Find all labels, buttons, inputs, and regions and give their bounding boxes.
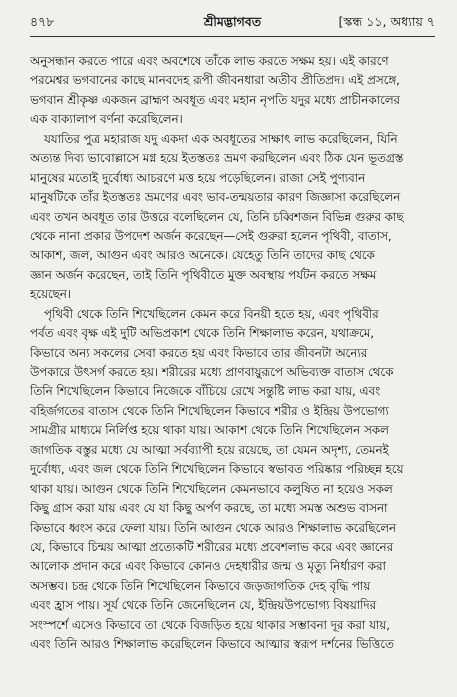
page-number: ৪৭৮ xyxy=(30,14,55,29)
text-line: ভগবান শ্রীকৃষ্ণ একজন ব্রাহ্মণ অবধূত এবং মহান নৃপতি যদুর মধ্যে প্রাচীনকালের xyxy=(30,92,401,107)
text-line: এবং হ্রাস পায়। সূর্য থেকে তিনি জেনেছিলেন যে, ইন্দ্রিয়উপভোগ্য বিষয়াদির xyxy=(30,598,377,613)
text-line: এবং তিনি আরও শিক্ষালাভ করেছিলেন কিভাবে আত্মার স্বরূপ দর্শনের ভিত্তিতে xyxy=(30,637,394,652)
text-line: পৃথিবী থেকে তিনি শিখেছিলেন কেমন করে বিনয়ী হতে হয়, এবং পৃথিবীর xyxy=(44,306,379,321)
text-line: হয়েছেন। xyxy=(30,287,72,302)
text-line: আলোক প্রদান করে এবং কিভাবে কোনও দেহধারীর জন্ম ও মৃত্যু নির্ধারণ করা xyxy=(30,559,386,574)
text-line: থাকা যায়। আগুন থেকে তিনি শিখেছিলেন কেমনভাবে কলুষিত না হয়েও সকল xyxy=(30,481,393,496)
book-title: শ্রীমদ্ভাগবত xyxy=(203,14,262,29)
text-line: অত্যন্ত দিব্য ভাবোল্লাসে মগ্ন হয়ে ইতস্ততঃ ভ্রমণ করছিলেন এবং ঠিক যেন ভূতগ্রস্ত xyxy=(30,151,404,166)
text-line: এক বাক্যালাপ বর্ণনা করেছিলেন। xyxy=(30,112,183,127)
text-line: পর্বত এবং বৃক্ষ এই দুটি অভিপ্রকাশ থেকে তিনি শিক্ষালাভ করেন, যথাক্রমে, xyxy=(30,326,375,341)
text-line: কিভাবে অন্য সকলের সেবা করতে হয় এবং কিভাবে তার জীবনটা অন্যের xyxy=(30,345,368,360)
text-line: সামগ্রীর মাধ্যমে নির্লিপ্ত হয়ে থাকা যায়। আকাশ থেকে তিনি শিখেছিলেন সকল xyxy=(30,423,389,438)
text-line: অসম্ভব। চন্দ্র থেকে তিনি শিখেছিলেন কিভাবে জড়জাগতিক দেহ বৃদ্ধি পায় xyxy=(30,578,371,593)
text-line: বহির্জগতের বাতাস থেকে তিনি শিখেছিলেন কিভাবে শরীর ও ইন্দ্রিয় উপভোগ্য xyxy=(30,403,389,418)
text-line: কিছু গ্রাস করা যায় এবং যে যা কিছু অর্পণ করছে, তা মধ্যে সমস্ত অশুভ বাসনা xyxy=(30,501,388,516)
text-line: জাগতিক বস্তুর মধ্যে যে আত্মা সর্বব্যাপী হয়ে রয়েছে, তা যেমন অদৃশ্য, তেমনই xyxy=(30,442,389,457)
text-line: কিভাবে ধ্বংস করে ফেলা যায়। তিনি আগুন থেকে আরও শিক্ষালাভ করেছিলেন xyxy=(30,520,397,535)
text-line: উপকারে উৎসর্গ করতে হয়। শরীরের মধ্যে প্রাণবায়ুরূপে অভিব্যক্ত বাতাস থেকে xyxy=(30,365,394,379)
text-line: মানুষটিকে তাঁর ইতস্ততঃ ভ্রমণের এবং ভাব-তন্ময়তার কারণ জিজ্ঞাসা করেছিলেন xyxy=(30,190,401,205)
header-rule xyxy=(30,36,435,37)
body-text xyxy=(30,52,435,655)
text-line: অনুসন্ধান করতে পারে এবং অবশেষে তাঁকে লাভ করতে সক্ষম হয়। এই কারণে xyxy=(30,54,389,68)
text-line: যে, কিভাবে চিন্ময় আত্মা প্রত্যেকটি শরীরের মধ্যে প্রবেশলাভ করে এবং জ্ঞানের xyxy=(30,539,394,554)
text-line: তিনি শিখেছিলেন কিভাবে নিজেকে বাঁচিয়ে রেখে সন্তুষ্টি লাভ করা যায়, এবং xyxy=(30,384,381,399)
text-line: সংস্পর্শে এসেও কিভাবে তা থেকে বিজড়িত হয়ে থাকার সম্ভাবনা দূর করা যায়, xyxy=(30,617,390,632)
running-header xyxy=(30,12,435,34)
text-line: দুর্বোধ্য, এবং জল থেকে তিনি শিখেছিলেন কিভাবে স্বভাবত পরিষ্কার পরিচ্ছন্ন হয়ে xyxy=(30,462,404,477)
text-line: এবং তখন অবধূত তার উত্তরে বলেছিলেন যে, তিনি চব্বিশজন বিভিন্ন গুরুর কাছ xyxy=(30,209,404,224)
text-line: জ্ঞান অর্জন করেছেন, তাই তিনি পৃথিবীতে মুক্ত অবস্থায় পর্যটন করতে সক্ষম xyxy=(30,267,377,282)
text-line: আকাশ, জল, আগুন এবং আরও অনেকে। যেহেতু তিনি তাদের কাছ থেকে xyxy=(30,248,375,263)
text-line: থেকে নানা প্রকার উপদেশ অর্জন করেছেন—সেই গুরুরা হলেন পৃথিবী, বাতাস, xyxy=(30,228,392,243)
text-line: পরমেশ্বর ভগবানের কাছে মানবদেহ রূপী জীবনধারা অতীব প্রীতিপ্রদ। এই প্রসঙ্গে, xyxy=(30,73,400,88)
text-line: মানুষের মতোই দুর্বোধ্য আচরণে মত্ত হয়ে পড়েছিলেন। রাজা সেই পুণ্যবান xyxy=(30,170,366,185)
text-line: যযাতির পুত্র মহারাজ যদু একদা এক অবধূতের সাক্ষাৎ লাভ করেছিলেন, যিনি xyxy=(44,131,398,146)
section-label: [স্কন্ধ ১১, অধ্যায় ৭ xyxy=(338,14,435,29)
